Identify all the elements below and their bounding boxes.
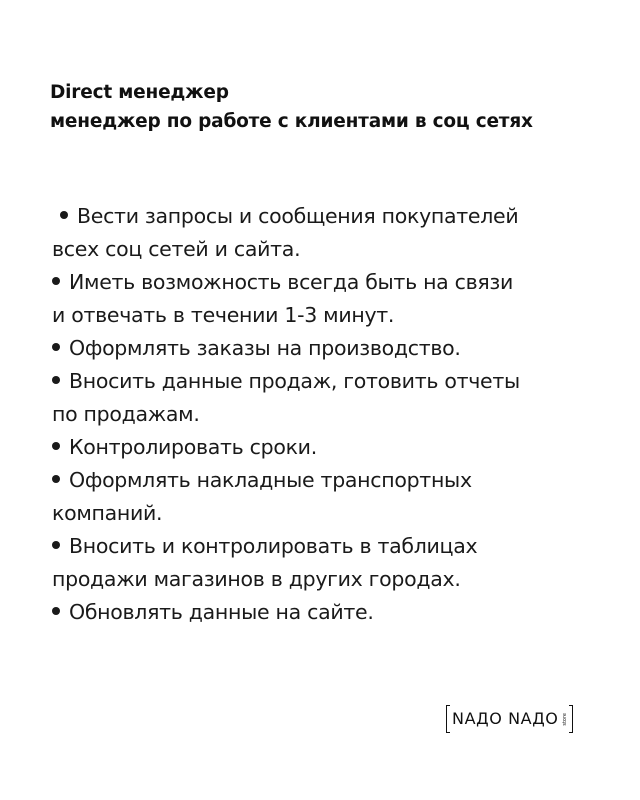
job-subtitle: менеджер по работе с клиентами в соц сетях	[50, 111, 533, 132]
heading-block	[50, 78, 610, 136]
duty-item-continuation	[52, 299, 612, 332]
duty-text: компаний.	[52, 501, 163, 525]
duty-text: Контролировать сроки.	[69, 435, 317, 459]
duties-list	[52, 200, 612, 629]
duty-text: продажи магазинов в других городах.	[52, 567, 461, 591]
duty-item	[52, 332, 612, 365]
duty-item	[52, 266, 612, 299]
duty-item-continuation	[52, 563, 612, 596]
duty-item	[52, 431, 612, 464]
duty-text: Обновлять данные на сайте.	[69, 600, 374, 624]
duty-item	[52, 464, 612, 497]
bullet-icon	[52, 442, 60, 450]
duty-item	[52, 200, 612, 233]
duty-text: Оформлять заказы на производство.	[69, 336, 461, 360]
duty-text: Вести запросы и сообщения покупателей	[77, 204, 519, 228]
bullet-icon	[52, 475, 60, 483]
job-title: Direct менеджер	[50, 82, 229, 103]
duty-item	[52, 365, 612, 398]
duty-item	[52, 596, 612, 629]
brand-logo	[446, 705, 573, 733]
duty-text: Оформлять накладные транспортных	[69, 468, 472, 492]
bullet-icon	[52, 607, 60, 615]
duty-text: Иметь возможность всегда быть на связи	[69, 270, 514, 294]
bullet-icon	[52, 343, 60, 351]
duty-text: и отвечать в течении 1-3 минут.	[52, 303, 395, 327]
bullet-icon	[52, 541, 60, 549]
duty-item-continuation	[52, 233, 612, 266]
logo-text: NAДO NAДO	[452, 709, 559, 728]
logo-store-text: store	[561, 712, 568, 726]
duty-text: всех соц сетей и сайта.	[52, 237, 301, 261]
duty-item	[52, 530, 612, 563]
duty-item-continuation	[52, 497, 612, 530]
duty-text: Вносить данные продаж, готовить отчеты	[69, 369, 520, 393]
duty-item-continuation	[52, 398, 612, 431]
duty-text: Вносить и контролировать в таблицах	[69, 534, 478, 558]
bullet-icon	[52, 376, 60, 384]
logo-bracket-right	[569, 705, 573, 733]
bullet-icon	[52, 277, 60, 285]
duty-text: по продажам.	[52, 402, 200, 426]
bullet-icon	[60, 211, 68, 219]
